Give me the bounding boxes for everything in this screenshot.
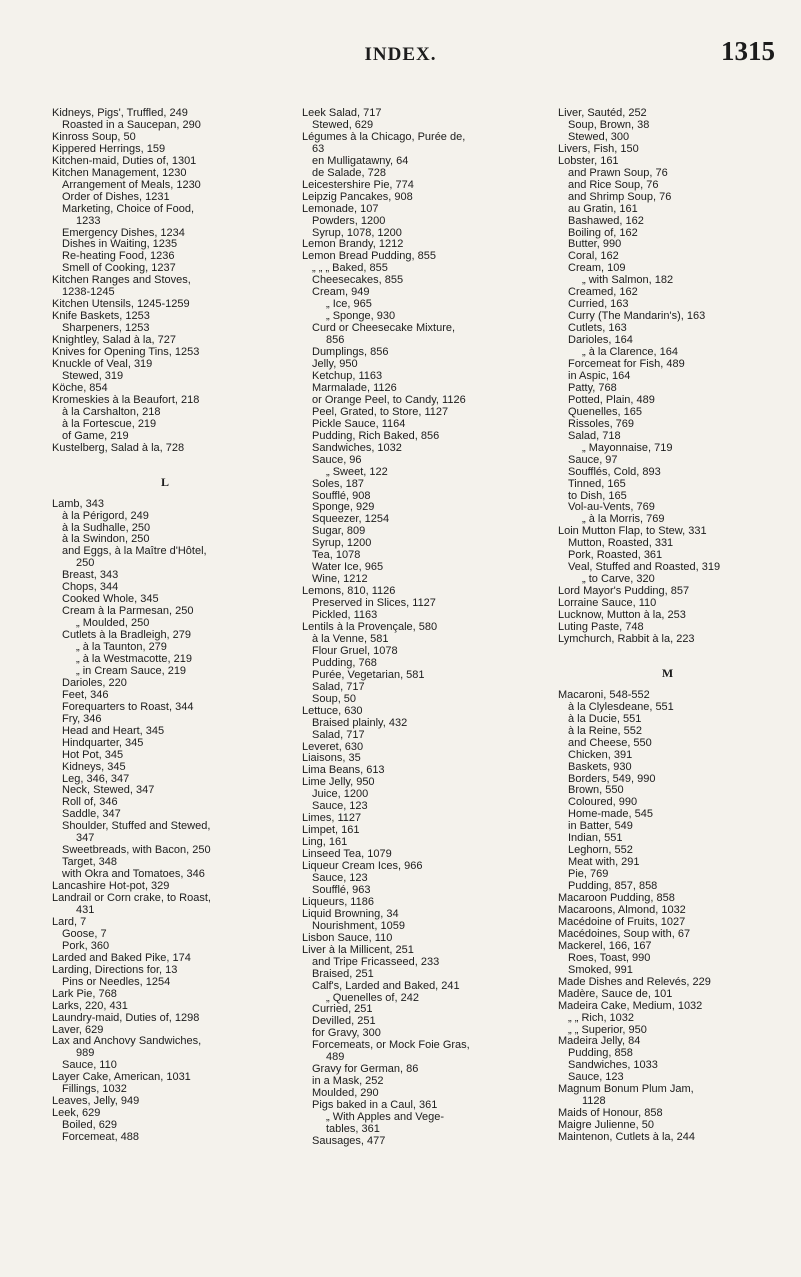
- index-subentry: 63: [312, 142, 325, 155]
- index-subentry: Sauce, 97: [568, 453, 618, 466]
- index-entry: Larding, Directions for, 13: [52, 963, 178, 976]
- index-entry: Lettuce, 630: [302, 704, 363, 717]
- index-subentry: Home-made, 545: [568, 808, 653, 821]
- index-subentry: Pickle Sauce, 1164: [312, 417, 406, 430]
- index-column-1: [52, 108, 292, 1248]
- index-subentry: Indian, 551: [568, 832, 623, 845]
- index-subentry: Pork, 360: [62, 939, 110, 952]
- index-subentry: à la Reine, 552: [568, 724, 642, 737]
- index-entry: Kustelberg, Salad à la, 728: [52, 441, 185, 454]
- index-subentry: „ à la Morris, 769: [582, 513, 665, 526]
- index-entry: Lime Jelly, 950: [302, 776, 375, 789]
- index-subentry: 489: [326, 1051, 345, 1064]
- index-subentry: Marmalade, 1126: [312, 381, 397, 394]
- index-subentry: Squeezer, 1254: [312, 513, 390, 526]
- index-entry: Lobster, 161: [558, 154, 619, 167]
- index-subentry: Roll of, 346: [62, 796, 118, 809]
- index-subentry: Fry, 346: [62, 712, 102, 725]
- index-subentry: Stewed, 629: [312, 118, 374, 131]
- index-entry: Lancashire Hot-pot, 329: [52, 880, 170, 893]
- index-entry: Lard, 7: [52, 915, 87, 928]
- index-subentry: Shoulder, Stuffed and Stewed,: [62, 820, 211, 833]
- index-subentry: Patty, 768: [568, 381, 617, 394]
- index-subentry: Boiling of, 162: [568, 226, 638, 239]
- index-subentry: Emergency Dishes, 1234: [62, 226, 185, 239]
- index-subentry: Tinned, 165: [568, 477, 626, 490]
- index-subentry: Wine, 1212: [312, 573, 368, 586]
- index-subentry: 347: [76, 832, 95, 845]
- index-subentry: Borders, 549, 990: [568, 772, 656, 785]
- index-subentry: Salad, 717: [312, 728, 365, 741]
- index-entry: Madère, Sauce de, 101: [558, 987, 673, 1000]
- index-subentry: 1233: [76, 214, 101, 227]
- index-entry: Kidneys, Pigs', Truffled, 249: [52, 108, 188, 119]
- index-subentry: Kidneys, 345: [62, 760, 126, 773]
- index-subentry: to Dish, 165: [568, 489, 627, 502]
- index-subentry: Dumplings, 856: [312, 346, 389, 359]
- index-subentry: en Mulligatawny, 64: [312, 154, 409, 167]
- index-entry: Knightley, Salad à la, 727: [52, 334, 176, 347]
- index-subentry: Leghorn, 552: [568, 844, 633, 857]
- index-entry: Lemon Brandy, 1212: [302, 238, 404, 251]
- index-subentry: Baskets, 930: [568, 760, 632, 773]
- index-columns: [52, 108, 777, 1248]
- index-subentry: Devilled, 251: [312, 1015, 376, 1028]
- index-entry: Kippered Herrings, 159: [52, 142, 166, 155]
- index-subentry: Roasted in a Saucepan, 290: [62, 118, 201, 131]
- index-subentry: Sponge, 929: [312, 501, 375, 514]
- index-subentry: Hindquarter, 345: [62, 736, 144, 749]
- index-subentry: à la Carshalton, 218: [62, 405, 161, 418]
- index-subentry: and Rice Soup, 76: [568, 178, 659, 191]
- index-subentry: Curried, 163: [568, 298, 629, 311]
- index-entry: Kitchen Management, 1230: [52, 166, 187, 179]
- index-subentry: à la Périgord, 249: [62, 509, 149, 522]
- index-entry: Lark Pie, 768: [52, 987, 117, 1000]
- index-subentry: „ Ice, 965: [326, 298, 372, 311]
- index-subentry: and Tripe Fricasseed, 233: [312, 955, 440, 968]
- index-entry: Légumes à la Chicago, Purée de,: [302, 130, 466, 143]
- page-title: INDEX.: [364, 44, 437, 65]
- index-entry: Laver, 629: [52, 1023, 104, 1036]
- index-subentry: Darioles, 220: [62, 676, 127, 689]
- index-subentry: à la Sudhalle, 250: [62, 521, 151, 534]
- index-subentry: in Batter, 549: [568, 820, 633, 833]
- index-entry: Mackerel, 166, 167: [558, 939, 652, 952]
- index-entry: Lisbon Sauce, 110: [302, 931, 393, 944]
- index-entry: Kitchen-maid, Duties of, 1301: [52, 154, 197, 167]
- index-entry: Lord Mayor's Pudding, 857: [558, 585, 690, 598]
- index-subentry: Creamed, 162: [568, 286, 638, 299]
- index-entry: Lorraine Sauce, 110: [558, 597, 657, 610]
- index-subentry: Pins or Needles, 1254: [62, 975, 171, 988]
- index-subentry: „ Sweet, 122: [326, 465, 388, 478]
- index-entry: Macaroni, 548-552: [558, 688, 650, 701]
- index-entry: Liqueur Cream Ices, 966: [302, 860, 423, 873]
- index-subentry: Preserved in Slices, 1127: [312, 597, 436, 610]
- index-entry: Larded and Baked Pike, 174: [52, 951, 191, 964]
- index-subentry: Braised plainly, 432: [312, 716, 408, 729]
- index-subentry: Arrangement of Meals, 1230: [62, 178, 201, 191]
- index-subentry: Soup, 50: [312, 692, 357, 705]
- index-subentry: Gravy for German, 86: [312, 1063, 419, 1076]
- index-entry: Maids of Honour, 858: [558, 1107, 663, 1120]
- index-subentry: Cheesecakes, 855: [312, 274, 404, 287]
- index-subentry: „ „ „ Baked, 855: [312, 262, 388, 275]
- index-subentry: and Shrimp Soup, 76: [568, 190, 672, 203]
- index-subentry: Goose, 7: [62, 927, 107, 940]
- index-subentry: and Cheese, 550: [568, 736, 652, 749]
- index-subentry: Cutlets à la Bradleigh, 279: [62, 629, 192, 642]
- index-subentry: „ With Apples and Vege-: [326, 1111, 445, 1124]
- index-subentry: Syrup, 1078, 1200: [312, 226, 402, 239]
- index-subentry: Ketchup, 1163: [312, 369, 383, 382]
- index-subentry: de Salade, 728: [312, 166, 387, 179]
- index-entry: Magnum Bonum Plum Jam,: [558, 1083, 694, 1096]
- index-entry: Macaroons, Almond, 1032: [558, 904, 686, 916]
- index-subentry: Cream à la Parmesan, 250: [62, 605, 194, 618]
- index-subentry: „ à la Clarence, 164: [582, 346, 678, 359]
- index-subentry: Syrup, 1200: [312, 537, 372, 550]
- index-entry: Kinross Soup, 50: [52, 130, 136, 143]
- index-subentry: Sauce, 110: [62, 1059, 117, 1072]
- index-subentry: Boiled, 629: [62, 1119, 118, 1132]
- index-subentry: „ to Carve, 320: [582, 573, 655, 586]
- index-column-2: [292, 108, 548, 1248]
- index-subentry: Nourishment, 1059: [312, 919, 405, 932]
- index-subentry: „ with Salmon, 182: [582, 274, 674, 287]
- index-entry: Ling, 161: [302, 836, 348, 849]
- index-subentry: Curd or Cheesecake Mixture,: [312, 322, 456, 335]
- index-subentry: Pickled, 1163: [312, 609, 378, 622]
- index-subentry: „ Sponge, 930: [326, 310, 396, 323]
- index-subentry: Stewed, 319: [62, 369, 124, 382]
- index-subentry: Soup, Brown, 38: [568, 118, 650, 131]
- index-subentry: Calf's, Larded and Baked, 241: [312, 979, 460, 992]
- index-entry: Liaisons, 35: [302, 752, 361, 765]
- index-subentry: Bashawed, 162: [568, 214, 644, 227]
- index-entry: Kitchen Ranges and Stoves,: [52, 274, 191, 287]
- index-subentry: Peel, Grated, to Store, 1127: [312, 405, 449, 418]
- index-subentry: Breast, 343: [62, 569, 119, 582]
- index-subentry: Saddle, 347: [62, 808, 121, 821]
- index-subentry: Meat with, 291: [568, 856, 640, 869]
- index-subentry: Pie, 769: [568, 868, 609, 881]
- index-entry: Leaves, Jelly, 949: [52, 1095, 140, 1108]
- index-subentry: Sauce, 123: [312, 872, 368, 884]
- index-subentry: Pudding, Rich Baked, 856: [312, 429, 440, 442]
- index-subentry: à la Ducie, 551: [568, 712, 642, 725]
- index-subentry: Leg, 346, 347: [62, 772, 130, 785]
- index-subentry: Pudding, 858: [568, 1047, 633, 1060]
- index-subentry: Chops, 344: [62, 581, 119, 594]
- index-subentry: Sauce, 123: [312, 800, 368, 813]
- index-entry: Landrail or Corn crake, to Roast,: [52, 892, 211, 905]
- index-subentry: Sauce, 123: [568, 1071, 624, 1084]
- index-subentry: for Gravy, 300: [312, 1027, 381, 1040]
- page-number: 1315: [721, 36, 775, 66]
- index-entry: Layer Cake, American, 1031: [52, 1071, 191, 1084]
- index-subentry: of Game, 219: [62, 429, 129, 442]
- index-subentry: Powders, 1200: [312, 214, 386, 227]
- index-entry: Kitchen Utensils, 1245-1259: [52, 298, 190, 311]
- index-column-3: [548, 108, 777, 1248]
- index-entry: Liquid Browning, 34: [302, 907, 399, 920]
- index-subentry: Feet, 346: [62, 688, 109, 701]
- index-subentry: Brown, 550: [568, 784, 624, 797]
- index-subentry: „ Moulded, 250: [76, 617, 150, 630]
- index-entry: Liver, Sautéd, 252: [558, 108, 647, 119]
- index-entry: Laundry-maid, Duties of, 1298: [52, 1011, 200, 1024]
- index-entry: Leipzig Pancakes, 908: [302, 190, 413, 203]
- index-subentry: Pudding, 768: [312, 656, 377, 669]
- index-subentry: Moulded, 290: [312, 1087, 379, 1100]
- index-entry: Leek, 629: [52, 1107, 101, 1120]
- index-entry: Loin Mutton Flap, to Stew, 331: [558, 525, 707, 538]
- index-subentry: Tea, 1078: [312, 549, 361, 562]
- index-subentry: 989: [76, 1047, 95, 1060]
- index-entry: Knuckle of Veal, 319: [52, 358, 153, 371]
- index-subentry: Cooked Whole, 345: [62, 593, 159, 606]
- index-subentry: Re-heating Food, 1236: [62, 250, 175, 263]
- index-subentry: Forcemeats, or Mock Foie Gras,: [312, 1039, 470, 1052]
- index-subentry: and Eggs, à la Maître d'Hôtel,: [62, 545, 207, 558]
- index-subentry: Pork, Roasted, 361: [568, 549, 663, 562]
- section-letter: L: [160, 474, 169, 489]
- index-entry: Madeira Jelly, 84: [558, 1035, 641, 1048]
- index-entry: Lentils à la Provençale, 580: [302, 620, 438, 633]
- index-subentry: 856: [326, 334, 345, 347]
- index-subentry: Coral, 162: [568, 250, 619, 263]
- index-entry: Lemon Bread Pudding, 855: [302, 250, 436, 263]
- index-subentry: à la Fortescue, 219: [62, 417, 157, 430]
- index-entry: Madeira Cake, Medium, 1032: [558, 999, 703, 1012]
- index-subentry: Quenelles, 165: [568, 405, 642, 418]
- index-entry: Leveret, 630: [302, 740, 364, 753]
- index-subentry: Curried, 251: [312, 1003, 373, 1016]
- index-entry: Lemonade, 107: [302, 202, 379, 215]
- index-subentry: „ „ Superior, 950: [568, 1023, 647, 1036]
- index-entry: Maintenon, Cutlets à la, 244: [558, 1131, 695, 1144]
- index-subentry: Order of Dishes, 1231: [62, 190, 170, 203]
- index-entry: Luting Paste, 748: [558, 620, 644, 633]
- index-subentry: à la Clylesdeane, 551: [568, 700, 674, 713]
- index-entry: Made Dishes and Relevés, 229: [558, 975, 711, 988]
- index-subentry: Roes, Toast, 990: [568, 951, 651, 964]
- index-entry: Limes, 1127: [302, 812, 362, 825]
- index-subentry: „ „ Rich, 1032: [568, 1011, 635, 1024]
- index-subentry: Sugar, 809: [312, 525, 366, 538]
- index-subentry: „ à la Westmacotte, 219: [76, 652, 192, 665]
- index-subentry: Fillings, 1032: [62, 1083, 127, 1096]
- index-subentry: Cream, 949: [312, 286, 370, 299]
- index-entry: Lima Beans, 613: [302, 764, 385, 777]
- index-entry: Macédoine of Fruits, 1027: [558, 915, 686, 928]
- index-subentry: Juice, 1200: [312, 788, 369, 801]
- index-subentry: Mutton, Roasted, 331: [568, 537, 674, 550]
- index-subentry: à la Swindon, 250: [62, 533, 150, 546]
- index-entry: Kromeskies à la Beaufort, 218: [52, 393, 200, 406]
- index-subentry: 1128: [582, 1095, 606, 1108]
- index-subentry: Cutlets, 163: [568, 322, 627, 335]
- index-subentry: Dishes in Waiting, 1235: [62, 238, 178, 251]
- index-entry: Knife Baskets, 1253: [52, 310, 150, 323]
- index-subentry: Coloured, 990: [568, 796, 638, 809]
- index-subentry: Marketing, Choice of Food,: [62, 202, 195, 215]
- index-entry: Macédoines, Soup with, 67: [558, 927, 691, 940]
- index-subentry: Water Ice, 965: [312, 561, 384, 574]
- section-letter: M: [661, 665, 674, 680]
- index-subentry: Stewed, 300: [568, 130, 630, 143]
- index-subentry: Soufflé, 963: [312, 883, 371, 896]
- index-subentry: Smell of Cooking, 1237: [62, 262, 176, 275]
- index-subentry: Potted, Plain, 489: [568, 393, 655, 406]
- index-entry: Liver à la Millicent, 251: [302, 943, 414, 956]
- index-subentry: Sandwiches, 1032: [312, 441, 402, 454]
- index-entry: Leek Salad, 717: [302, 108, 382, 119]
- index-subentry: „ à la Taunton, 279: [76, 641, 167, 654]
- index-subentry: Soles, 187: [312, 477, 364, 490]
- index-subentry: Soufflé, 908: [312, 489, 371, 502]
- index-subentry: 250: [76, 557, 95, 570]
- index-subentry: Braised, 251: [312, 967, 374, 980]
- index-subentry: Smoked, 991: [568, 963, 633, 976]
- index-subentry: Butter, 990: [568, 238, 622, 251]
- index-subentry: 1238-1245: [62, 286, 115, 299]
- index-entry: Lamb, 343: [52, 497, 104, 510]
- index-subentry: à la Venne, 581: [312, 632, 389, 645]
- index-subentry: Sauce, 96: [312, 453, 362, 466]
- page-header: [0, 0, 801, 78]
- index-subentry: Forcemeat for Fish, 489: [568, 358, 685, 371]
- index-subentry: „ Mayonnaise, 719: [582, 441, 673, 454]
- index-subentry: Vol-au-Vents, 769: [568, 501, 655, 514]
- index-subentry: Rissoles, 769: [568, 417, 635, 430]
- index-subentry: Salad, 718: [568, 429, 621, 442]
- index-entry: Linseed Tea, 1079: [302, 848, 392, 861]
- index-subentry: „ in Cream Sauce, 219: [76, 664, 187, 677]
- index-subentry: Chicken, 391: [568, 748, 633, 761]
- index-subentry: Pigs baked in a Caul, 361: [312, 1099, 438, 1112]
- index-entry: Knives for Opening Tins, 1253: [52, 346, 200, 359]
- index-entry: Limpet, 161: [302, 824, 360, 837]
- index-subentry: 431: [76, 904, 95, 916]
- index-subentry: Sweetbreads, with Bacon, 250: [62, 844, 211, 857]
- index-subentry: Curry (The Mandarin's), 163: [568, 310, 706, 323]
- index-subentry: in Aspic, 164: [568, 369, 631, 382]
- index-subentry: Hot Pot, 345: [62, 748, 124, 761]
- index-entry: Livers, Fish, 150: [558, 142, 639, 155]
- index-subentry: Target, 348: [62, 856, 118, 869]
- index-subentry: tables, 361: [326, 1123, 380, 1136]
- index-subentry: Pudding, 857, 858: [568, 880, 658, 893]
- index-subentry: or Orange Peel, to Candy, 1126: [312, 393, 466, 406]
- index-entry: Köche, 854: [52, 381, 108, 394]
- index-subentry: Head and Heart, 345: [62, 724, 165, 737]
- index-subentry: Forequarters to Roast, 344: [62, 700, 194, 713]
- index-entry: Liqueurs, 1186: [302, 895, 374, 908]
- index-subentry: „ Quenelles of, 242: [326, 991, 419, 1004]
- index-entry: Lymchurch, Rabbit à la, 223: [558, 632, 695, 645]
- index-subentry: Cream, 109: [568, 262, 626, 275]
- index-subentry: with Okra and Tomatoes, 346: [62, 868, 205, 881]
- index-subentry: Darioles, 164: [568, 334, 633, 347]
- index-subentry: Sandwiches, 1033: [568, 1059, 658, 1072]
- index-subentry: Jelly, 950: [312, 358, 358, 371]
- index-subentry: Veal, Stuffed and Roasted, 319: [568, 561, 721, 574]
- index-entry: Leicestershire Pie, 774: [302, 178, 414, 191]
- index-subentry: in a Mask, 252: [312, 1075, 384, 1088]
- index-entry: Larks, 220, 431: [52, 999, 128, 1012]
- index-subentry: Sausages, 477: [312, 1134, 386, 1147]
- index-subentry: Sharpeners, 1253: [62, 322, 150, 335]
- index-subentry: Salad, 717: [312, 680, 365, 693]
- index-entry: Maigre Julienne, 50: [558, 1119, 655, 1132]
- index-entry: Lucknow, Mutton à la, 253: [558, 609, 686, 622]
- index-subentry: Forcemeat, 488: [62, 1131, 140, 1144]
- index-subentry: and Prawn Soup, 76: [568, 166, 668, 179]
- index-entry: Lemons, 810, 1126: [302, 585, 396, 598]
- index-entry: Macaroon Pudding, 858: [558, 892, 675, 905]
- index-subentry: Flour Gruel, 1078: [312, 644, 398, 657]
- index-subentry: Soufflés, Cold, 893: [568, 465, 661, 478]
- index-subentry: Purée, Vegetarian, 581: [312, 668, 425, 681]
- index-subentry: au Gratin, 161: [568, 202, 638, 215]
- index-entry: Lax and Anchovy Sandwiches,: [52, 1035, 202, 1048]
- index-subentry: Neck, Stewed, 347: [62, 784, 155, 797]
